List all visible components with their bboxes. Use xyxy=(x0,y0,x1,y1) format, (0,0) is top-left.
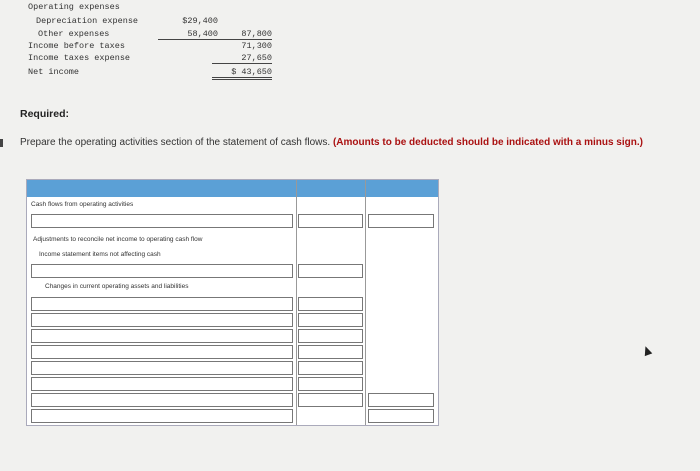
row-input-amount-7[interactable] xyxy=(298,361,363,375)
row-input-label-5[interactable] xyxy=(31,329,293,343)
row-income-taxes: Income taxes expense xyxy=(28,53,131,63)
row-input-label-1[interactable] xyxy=(31,214,293,228)
row-input-label-6[interactable] xyxy=(31,345,293,359)
row-input-label-3[interactable] xyxy=(31,297,293,311)
instruction-text xyxy=(20,136,690,150)
adjustments-label: Adjustments to reconcile net income to operating cash flow xyxy=(33,236,203,243)
section-title: Cash flows from operating activities xyxy=(31,201,134,208)
row-input-label-10[interactable] xyxy=(31,409,293,423)
row-depreciation: Depreciation expense xyxy=(36,16,139,26)
other-expenses-value: 58,400 xyxy=(158,29,218,40)
row-income-before-taxes: Income before taxes xyxy=(28,41,125,51)
row-input-amount-3[interactable] xyxy=(298,297,363,311)
row-input-total-10[interactable] xyxy=(368,409,434,423)
row-input-label-9[interactable] xyxy=(31,393,293,407)
row-operating-expenses: Operating expenses xyxy=(28,2,120,12)
income-before-taxes-value: 71,300 xyxy=(241,41,272,51)
instruction-emphasis: (Amounts to be deducted should be indicated with a minus sign.) xyxy=(332,137,643,148)
income-items-label: Income statement items not affecting cash xyxy=(39,251,161,258)
row-input-amount-1[interactable] xyxy=(298,214,363,228)
mouse-pointer-icon xyxy=(642,345,653,356)
cash-flow-worksheet xyxy=(26,179,439,426)
row-input-total-9[interactable] xyxy=(368,393,434,407)
row-input-amount-2[interactable] xyxy=(298,264,363,278)
row-input-amount-5[interactable] xyxy=(298,329,363,343)
left-edge-marker xyxy=(0,139,3,147)
column-separator xyxy=(296,180,297,425)
row-input-amount-6[interactable] xyxy=(298,345,363,359)
income-taxes-value: 27,650 xyxy=(212,53,272,64)
row-net-income: Net income xyxy=(28,67,80,77)
row-input-amount-4[interactable] xyxy=(298,313,363,327)
row-input-label-7[interactable] xyxy=(31,361,293,375)
row-input-amount-8[interactable] xyxy=(298,377,363,391)
row-input-total-1[interactable] xyxy=(368,214,434,228)
instruction-main: Prepare the operating activities section of the statement of cash flows. xyxy=(20,137,331,148)
worksheet-header xyxy=(27,180,438,197)
row-input-label-2[interactable] xyxy=(31,264,293,278)
total-expenses-value: 87,800 xyxy=(212,29,272,40)
row-other-expenses: Other expenses xyxy=(38,29,110,39)
row-input-amount-9[interactable] xyxy=(298,393,363,407)
changes-label: Changes in current operating assets and liabilities xyxy=(45,283,189,290)
depreciation-value: $29,400 xyxy=(182,16,218,26)
required-heading: Required: xyxy=(20,108,70,120)
net-income-value: $ 43,650 xyxy=(212,67,272,80)
row-input-label-8[interactable] xyxy=(31,377,293,391)
column-separator xyxy=(365,180,366,425)
row-input-label-4[interactable] xyxy=(31,313,293,327)
